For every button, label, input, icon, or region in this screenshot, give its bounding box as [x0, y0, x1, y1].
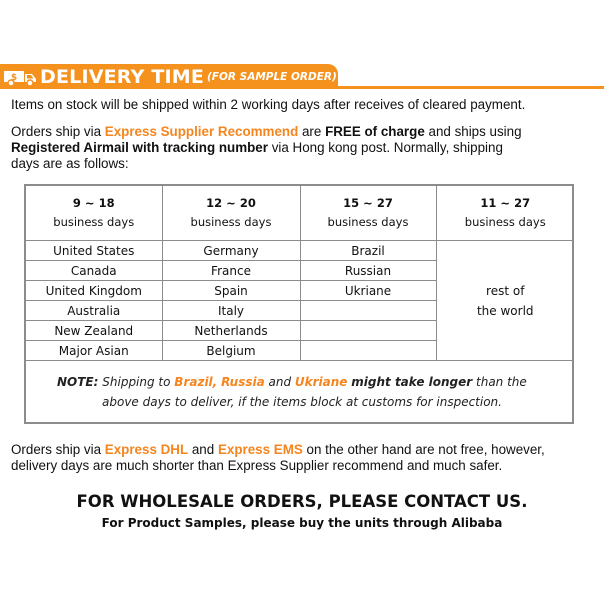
- country-cell: [300, 341, 436, 361]
- note-line-2: above days to deliver, if the items block at customs for inspection.: [102, 395, 502, 409]
- country-cell: [300, 321, 436, 341]
- text: Orders ship via: [11, 442, 105, 457]
- country-cell: Belgium: [162, 341, 300, 361]
- delivery-truck-icon: [4, 69, 38, 86]
- svg-text:$: $: [10, 73, 18, 83]
- column-header: 9 ~ 18 business days: [26, 186, 162, 241]
- wholesale-contact-heading: FOR WHOLESALE ORDERS, PLEASE CONTACT US.: [76, 492, 528, 511]
- country-cell: Italy: [162, 301, 300, 321]
- country-cell: Ukriane: [300, 281, 436, 301]
- express-dhl-ems-paragraph: [11, 442, 595, 474]
- country-cell: Netherlands: [162, 321, 300, 341]
- text: than the: [472, 375, 527, 389]
- country-highlight: Ukriane: [294, 375, 348, 389]
- text: and: [264, 375, 295, 389]
- free-shipping-paragraph: [11, 124, 595, 172]
- table-note: [26, 372, 572, 412]
- header-tab: [0, 64, 338, 89]
- country-cell: Russian: [300, 261, 436, 281]
- express-dhl-highlight: Express DHL: [104, 442, 189, 457]
- section-header: [0, 64, 604, 92]
- registered-airmail-highlight: Registered Airmail with tracking number: [11, 140, 268, 155]
- country-cell: New Zealand: [26, 321, 162, 341]
- country-cell: Spain: [162, 281, 300, 301]
- express-ems-highlight: Express EMS: [217, 442, 303, 457]
- free-charge-highlight: FREE of charge: [325, 124, 425, 139]
- text: are: [298, 124, 326, 139]
- shipping-days-table: [26, 186, 574, 361]
- delivery-time-table: [24, 184, 574, 424]
- column-header: 15 ~ 27 business days: [300, 186, 436, 241]
- column-header: 11 ~ 27 business days: [436, 186, 574, 241]
- country-cell: United Kingdom: [26, 281, 162, 301]
- country-cell: France: [162, 261, 300, 281]
- header-title: DELIVERY TIME: [40, 66, 205, 88]
- country-highlight: Brazil,: [174, 375, 218, 389]
- text: days are as follows:: [11, 156, 129, 171]
- text: delivery days are much shorter than Express Supplier recommend and much safer.: [11, 458, 503, 473]
- express-supplier-highlight: Express Supplier Recommend: [104, 124, 299, 139]
- stock-shipping-text: Items on stock will be shipped within 2 working days after receives of cleared payment.: [11, 97, 526, 112]
- text: via Hong kong post. Normally, shipping: [267, 140, 503, 155]
- country-cell: United States: [26, 241, 162, 261]
- table-row: [26, 241, 574, 261]
- samples-alibaba-text: For Product Samples, please buy the units through Alibaba: [101, 516, 503, 530]
- country-cell: [300, 301, 436, 321]
- country-cell: Canada: [26, 261, 162, 281]
- text: and ships using: [424, 124, 522, 139]
- rest-of-world-cell: rest of the world: [436, 241, 574, 361]
- country-cell: Brazil: [300, 241, 436, 261]
- country-cell: Major Asian: [26, 341, 162, 361]
- column-header: 12 ~ 20 business days: [162, 186, 300, 241]
- text: Shipping to: [102, 375, 175, 389]
- country-highlight: Russia: [221, 375, 265, 389]
- country-cell: Australia: [26, 301, 162, 321]
- text: and: [188, 442, 218, 457]
- warning-highlight: might take longer: [351, 375, 473, 389]
- text: Orders ship via: [11, 124, 105, 139]
- text: on the other hand are not free, however,: [302, 442, 545, 457]
- header-subtitle: (FOR SAMPLE ORDER): [207, 71, 337, 83]
- note-label: NOTE:: [57, 375, 99, 389]
- country-cell: Germany: [162, 241, 300, 261]
